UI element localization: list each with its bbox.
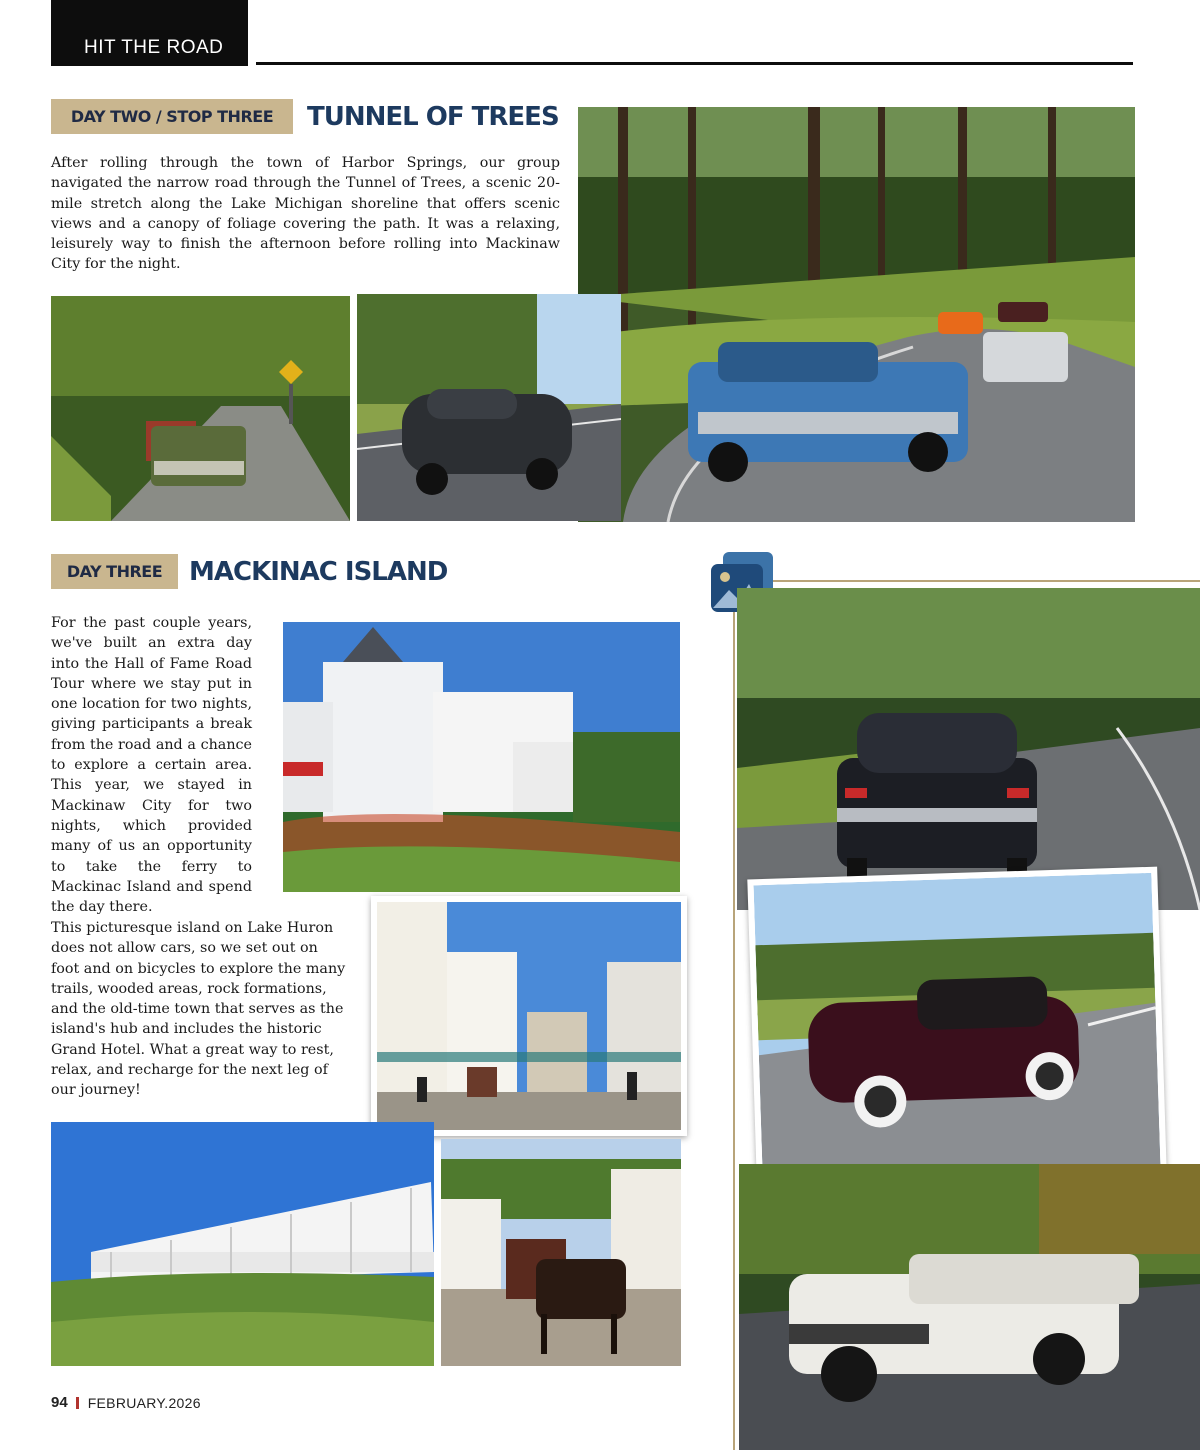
day-tag: DAY TWO / STOP THREE [51,99,293,134]
photo-black-convertible [737,588,1200,910]
header-rule [256,62,1133,65]
folio-divider [76,1397,79,1409]
photo-maroon-coupe [747,867,1166,1185]
accent-rule [733,612,735,1450]
page-footer [51,1394,201,1411]
section-title: MACKINAC ISLAND [189,557,448,587]
photo-main-street [371,896,687,1136]
section-title: TUNNEL OF TREES [307,102,559,132]
page-number: 94 [51,1394,68,1411]
photo-blue-chevelle [578,107,1135,522]
section-label: HIT THE ROAD [84,37,224,58]
accent-rule [770,580,1200,582]
issue-date: FEBRUARY.2026 [87,1394,201,1411]
body-paragraph: After rolling through the town of Harbor Springs, our group navigated the narrow road through the Tunnel of Trees, a scenic 20-mile stretch along the Lake Michigan shoreline that offers scenic views and a canopy of foliage covering the path. It was a relaxing, leisurely way to finish the afternoon before rolling into Mackinaw City for the night. [51,155,560,273]
photo-grand-hotel [51,1122,434,1366]
photo-green-sedan [51,296,350,521]
section-tab [51,0,248,66]
photo-horse-carriage [441,1139,681,1366]
photo-victorian-hotel [283,622,680,892]
photo-vintage-sedan [357,294,621,521]
photo-white-wagon [739,1164,1200,1450]
body-paragraph: This picturesque island on Lake Huron does not allow cars, so we set out on foot and on bicycles to explore the many trails, wooded areas, rock formations, and the old-time town that serves as the island's hub and includes the historic Grand Hotel. What a great way to rest, relax, and recharge for the next leg of our journey! [51,920,346,1099]
day-tag: DAY THREE [51,554,178,589]
body-paragraph: For the past couple years, we've built an extra day into the Hall of Fame Road Tour where we stay put in one location for two nights, giving participants a break from the road and a chance to explore a certain area. This year, we stayed in Mackinaw City for two nights, which provided many of us an opportunity to take the ferry to Mackinac Island and spend the day there. [51,615,252,916]
